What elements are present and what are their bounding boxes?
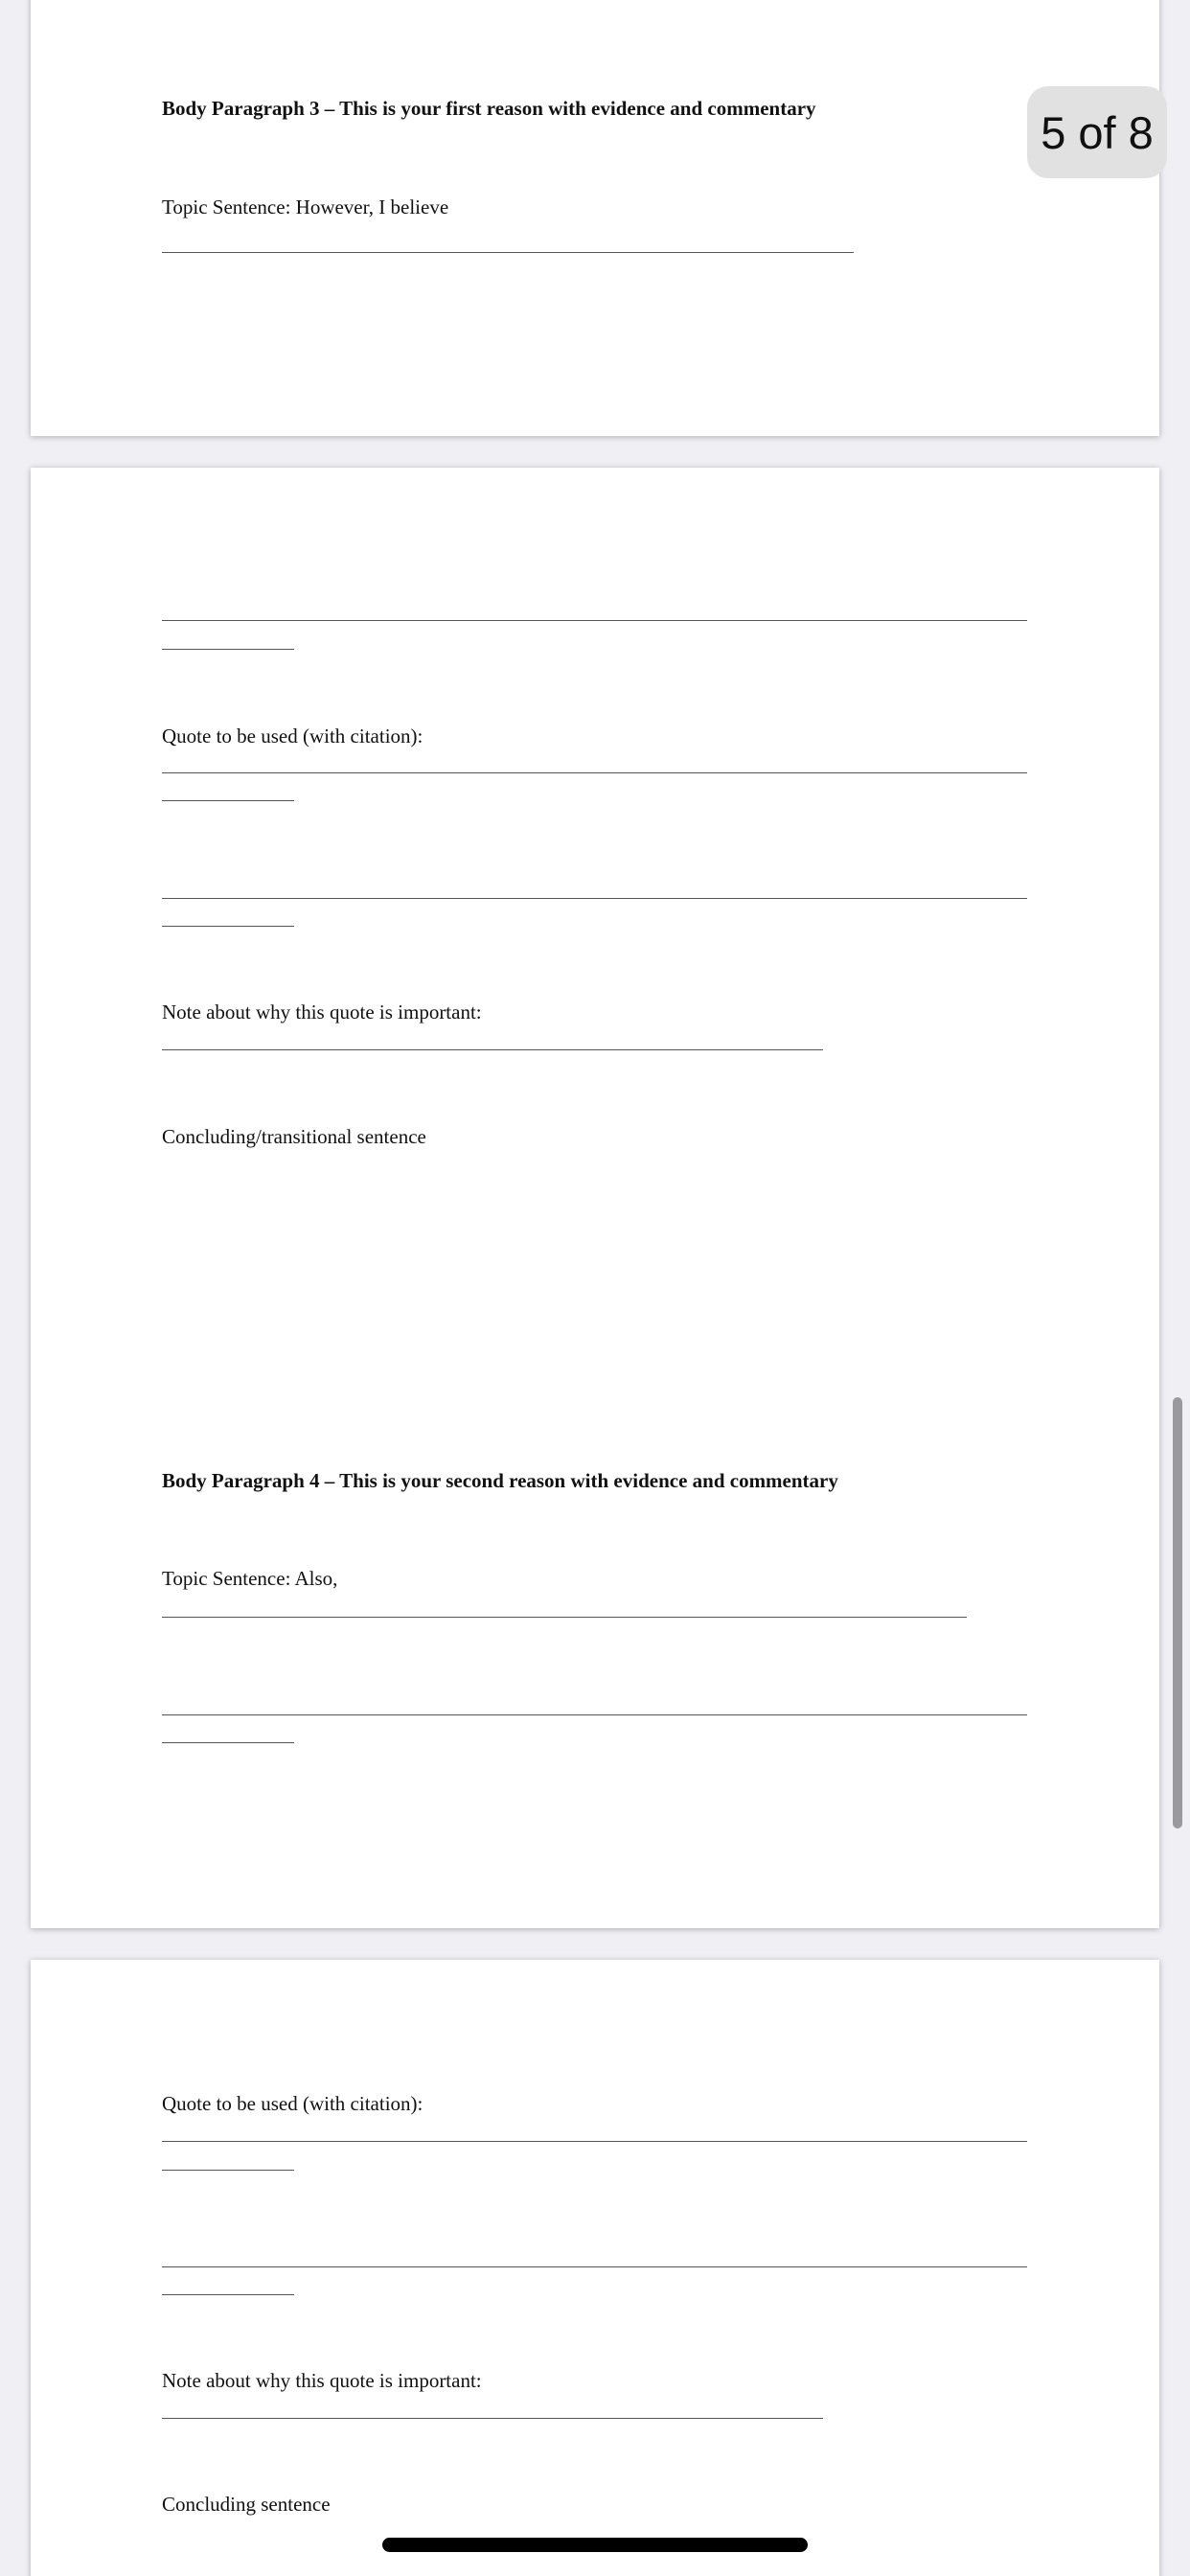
answer-line [162, 2266, 1027, 2267]
quote-prompt: Quote to be used (with citation): [162, 724, 423, 748]
answer-line-short [162, 926, 294, 927]
document-page [31, 1960, 1159, 2576]
answer-line [162, 2141, 1027, 2142]
answer-line-short [162, 1742, 294, 1743]
home-indicator[interactable] [382, 2538, 808, 2552]
quote-prompt: Quote to be used (with citation): [162, 2092, 423, 2115]
answer-line [162, 898, 1027, 899]
answer-line [162, 1049, 823, 1050]
note-prompt: Note about why this quote is important: [162, 2369, 482, 2392]
topic-sentence-prompt: Topic Sentence: However, I believe [162, 196, 449, 218]
answer-line [162, 252, 854, 253]
concluding-prompt: Concluding/transitional sentence [162, 1125, 426, 1148]
topic-sentence-prompt: Topic Sentence: Also, [162, 1567, 338, 1590]
section-heading: Body Paragraph 4 – This is your second reason with evidence and commentary [162, 1469, 838, 1492]
answer-line [162, 1714, 1027, 1715]
section-heading: Body Paragraph 3 – This is your first reason with evidence and commentary [162, 97, 816, 120]
answer-line [162, 1617, 967, 1618]
scrollbar-thumb[interactable] [1173, 1397, 1182, 1828]
document-page [31, 0, 1159, 436]
answer-line [162, 620, 1027, 621]
page-indicator-badge: 5 of 8 [1027, 86, 1167, 178]
concluding-prompt: Concluding sentence [162, 2493, 331, 2516]
document-page [31, 468, 1159, 1928]
answer-line [162, 2418, 823, 2419]
answer-line [162, 772, 1027, 773]
note-prompt: Note about why this quote is important: [162, 1000, 482, 1024]
answer-line-short [162, 649, 294, 650]
answer-line-short [162, 800, 294, 801]
answer-line-short [162, 2170, 294, 2171]
answer-line-short [162, 2294, 294, 2295]
